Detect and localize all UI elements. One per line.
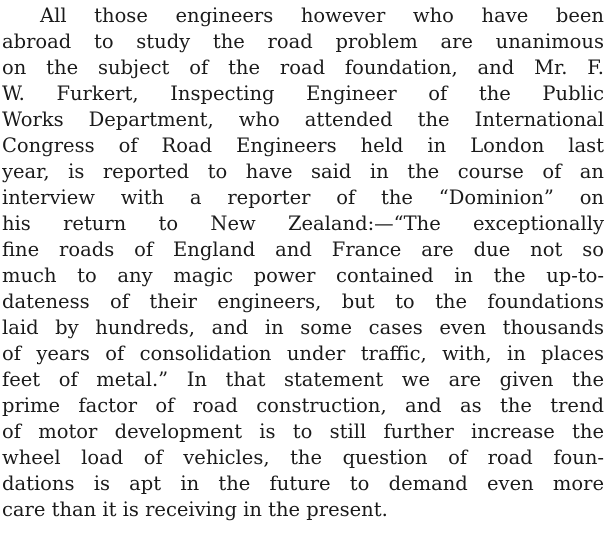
paragraph-line: his return to New Zealand:—“The exceptionally	[2, 212, 604, 235]
paragraph-line: laid by hundreds, and in some cases even thousands	[2, 316, 604, 339]
paragraph-line: Works Department, who attended the International	[2, 108, 604, 131]
paragraph-line: on the subject of the road foundation, and Mr. F.	[2, 56, 604, 79]
paragraph-line: dateness of their engineers, but to the foundations	[2, 290, 604, 313]
paragraph-line: year, is reported to have said in the course of an	[2, 160, 604, 183]
paragraph-line: W. Furkert, Inspecting Engineer of the Public	[2, 82, 604, 105]
paragraph-line: feet of metal.” In that statement we are given the	[2, 368, 604, 391]
paragraph-line: dations is apt in the future to demand even more	[2, 472, 604, 495]
paragraph-line: prime factor of road construction, and as the trend	[2, 394, 604, 417]
paragraph-line: wheel load of vehicles, the question of road foun-	[2, 446, 604, 469]
paragraph-line: much to any magic power contained in the up-to-	[2, 264, 604, 287]
paragraph-line: of motor development is to still further increase the	[2, 420, 604, 443]
paragraph-line: All those engineers however who have been	[40, 4, 604, 27]
paragraph-line: abroad to study the road problem are unanimous	[2, 30, 604, 53]
paragraph-line: fine roads of England and France are due not so	[2, 238, 604, 261]
paragraph-line: interview with a reporter of the “Dominion” on	[2, 186, 604, 209]
paragraph-line: of years of consolidation under traffic, with, in places	[2, 342, 604, 365]
paragraph-line: Congress of Road Engineers held in London last	[2, 134, 604, 157]
document-page	[2, 0, 604, 541]
paragraph-line: care than it is receiving in the present.	[2, 498, 388, 521]
